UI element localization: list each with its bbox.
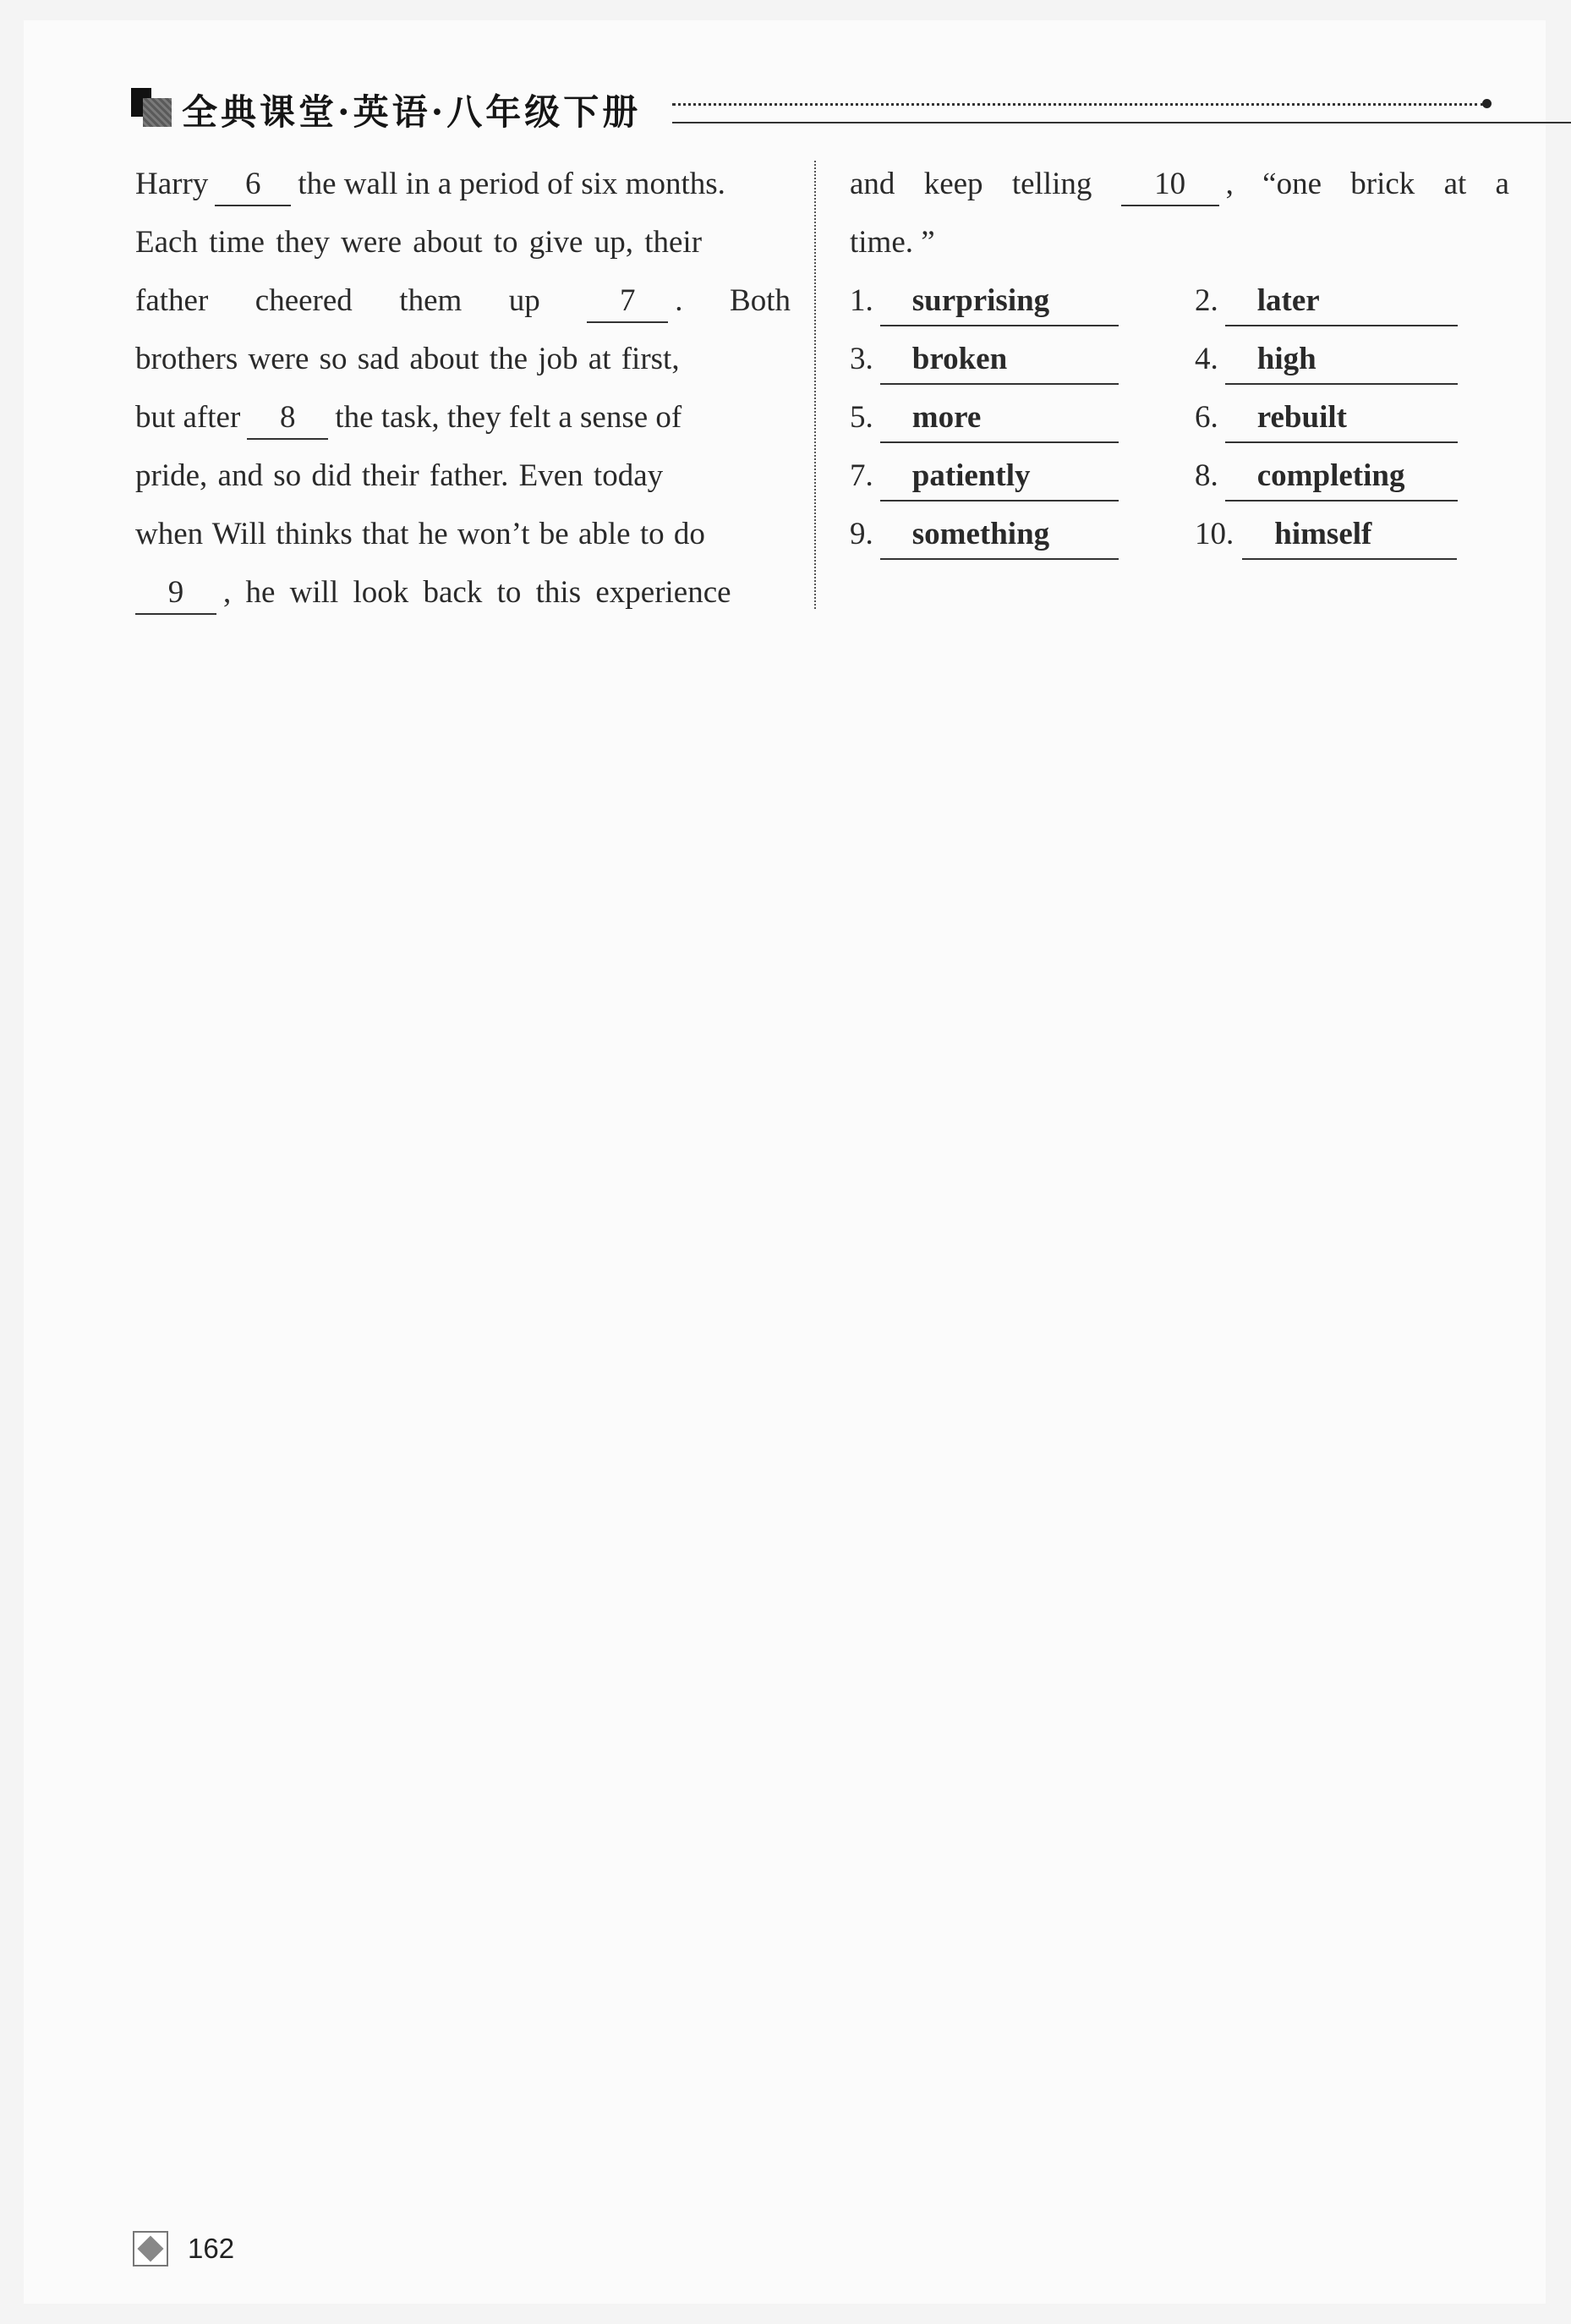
- answer-value: himself: [1242, 511, 1457, 560]
- answer-value: more: [880, 394, 1119, 443]
- diamond-icon: [133, 2231, 168, 2266]
- answer-number: 6.: [1195, 400, 1218, 435]
- passage-word: cheered: [255, 283, 353, 318]
- answer-value: surprising: [880, 277, 1119, 326]
- passage-word: and: [850, 167, 895, 201]
- header-block-shade-icon: [143, 98, 172, 127]
- answer-value: rebuilt: [1225, 394, 1458, 443]
- passage-word: them: [399, 283, 463, 318]
- passage-word: at: [1443, 167, 1467, 201]
- answer-row: [850, 392, 1509, 451]
- passage-text: but after: [135, 400, 241, 435]
- passage-line: [135, 334, 791, 392]
- passage-line: [850, 159, 1509, 217]
- answer-value: broken: [880, 336, 1119, 385]
- passage-right-column: [850, 159, 1509, 276]
- answer-item: [850, 334, 1119, 385]
- passage-text: Harry: [135, 167, 209, 201]
- passage-word: brick: [1350, 167, 1415, 201]
- passage-word: a: [1495, 167, 1509, 201]
- blank-7: 7: [587, 281, 668, 323]
- answer-key: [850, 276, 1509, 567]
- answer-number: 8.: [1195, 458, 1218, 493]
- answer-item: [1195, 451, 1458, 502]
- passage-text: Each time they were about to give up, their: [135, 225, 703, 260]
- answer-item: [850, 509, 1119, 560]
- answer-item: [850, 451, 1119, 502]
- answer-row: [850, 509, 1509, 567]
- passage-line: [135, 567, 791, 626]
- passage-line: [135, 217, 791, 276]
- column-divider: [814, 161, 816, 609]
- answer-number: 1.: [850, 283, 873, 318]
- book-title: 全典课堂·英语·八年级下册: [182, 91, 642, 133]
- passage-word: up: [508, 283, 540, 318]
- passage-line: [850, 217, 1509, 276]
- passage-word: keep: [923, 167, 983, 201]
- answer-value: high: [1225, 336, 1458, 385]
- answer-number: 9.: [850, 517, 873, 551]
- header-rule: [672, 122, 1571, 123]
- passage-text: when Will thinks that he won’t be able to do: [135, 517, 705, 551]
- passage-line: [135, 159, 791, 217]
- answer-row: [850, 451, 1509, 509]
- answer-item: [1195, 392, 1458, 443]
- passage-line: [135, 451, 791, 509]
- answer-row: [850, 276, 1509, 334]
- passage-word: telling: [1011, 167, 1092, 201]
- answer-value: something: [880, 511, 1119, 560]
- passage-word: father: [135, 283, 209, 318]
- answer-number: 2.: [1195, 283, 1218, 318]
- header-dotted-rule: [672, 103, 1484, 106]
- blank-8: 8: [247, 397, 328, 440]
- blank-10: 10: [1121, 164, 1219, 206]
- answer-value: later: [1225, 277, 1458, 326]
- answer-number: 5.: [850, 400, 873, 435]
- answer-item: [1195, 334, 1458, 385]
- page-number: 162: [188, 2233, 235, 2264]
- answer-number: 3.: [850, 342, 873, 376]
- passage-word: Both: [730, 283, 791, 318]
- passage-word: ,: [1225, 167, 1234, 201]
- answer-item: [1195, 509, 1457, 560]
- passage-word: .: [675, 283, 683, 318]
- passage-line: [135, 392, 791, 451]
- passage-line: [135, 509, 791, 567]
- answer-number: 7.: [850, 458, 873, 493]
- passage-text: the wall in a period of six months.: [298, 167, 725, 201]
- passage-text: brothers were so sad about the job at first,: [135, 342, 680, 376]
- passage-left-column: [135, 159, 791, 626]
- passage-line: [135, 276, 791, 334]
- answer-number: 10.: [1195, 517, 1234, 551]
- answer-item: [850, 276, 1119, 326]
- page-header: [131, 85, 1509, 135]
- passage-text: time. ”: [850, 225, 935, 260]
- answer-value: completing: [1225, 452, 1458, 502]
- answer-number: 4.: [1195, 342, 1218, 376]
- blank-6: 6: [215, 164, 291, 206]
- answer-value: patiently: [880, 452, 1119, 502]
- blank-9: 9: [135, 573, 216, 615]
- passage-word: “one: [1262, 167, 1322, 201]
- answer-item: [1195, 276, 1458, 326]
- passage-text: , he will look back to this experience: [223, 575, 731, 610]
- answer-row: [850, 334, 1509, 392]
- answer-item: [850, 392, 1119, 443]
- header-dot-icon: [1482, 99, 1492, 108]
- passage-text: pride, and so did their father. Even today: [135, 458, 664, 493]
- passage-text: the task, they felt a sense of: [335, 400, 682, 435]
